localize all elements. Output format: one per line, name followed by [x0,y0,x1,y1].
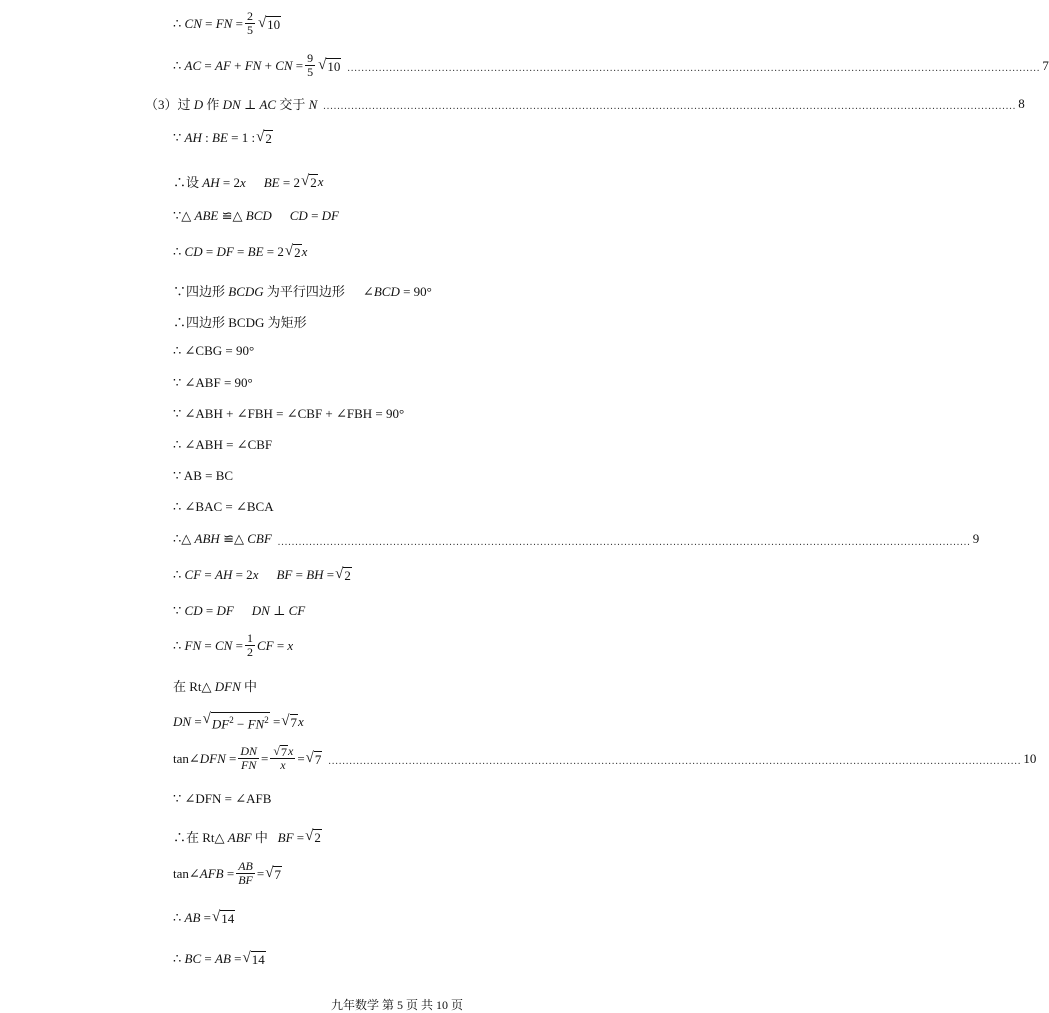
step-cf-bf: ∴ CF = AH = 2x BF = BH = √ 2 [173,566,351,583]
score-mark: 7 [1042,57,1049,73]
step-dn: DN = √ $DF^2 - FN^2$ = √ 7 x [173,711,304,732]
dot-leader: ...................................................................................................................................................................................................... [328,756,1022,767]
step-bc: ∴ BC = AB = √ 14 [173,950,265,967]
step-abf: ∵ ∠ABF = 90° [173,375,253,390]
score-mark: 8 [1018,95,1025,111]
step-tan-afb: tan∠AFB = $\frac{AB}{BF}$ = √ 7 [173,859,281,887]
dot-leader: ...................................................................................................................................................................................................... [277,536,971,548]
step-parallelogram: ∵四边形 BCDG 为平行四边形 ∠BCD = 90° [173,284,432,299]
score-mark: 9 [972,531,980,546]
step-in-dfn: 在 Rt△ DFN 中 [173,679,258,694]
step-cd-df: ∴ CD = DF = BE = 2 √ 2 x [173,243,308,260]
step-in-abf: ∴在 Rt△ ABF 中 BF = √ 2 [173,827,321,845]
step-cbg: ∴ ∠CBG = 90° [173,343,255,358]
dot-leader: ...................................................................................................................................................................................................... [347,63,1041,74]
step-ac: ∴ AC = AF + FN + CN = $\frac{9}{5}$ √ 10 ...................................................................................................................................................................................................... 7 [173,51,1049,79]
step-tan-dfn: tan∠DFN = $\frac{DN}{FN}$ = √ 7 x x = √ 7 ...................................................................................................................................................................................................... 10 [173,744,1037,772]
dot-leader: ...................................................................................................................................................................................................... [323,101,1017,112]
step-cn-fn: ∴ CN = FN = $\frac{2}{5}$ √ 10 [173,9,281,37]
step-ratio: ∵ AH : BE = 1 : √ 2 [173,129,272,146]
page-footer: 九年数学 第 5 页 共 10 页 [330,998,463,1012]
step-dn-perp: ∵ CD = DF DN ⊥ CF [173,603,306,618]
step-congruent-1: ∵△ ABE ≌△ BCD CD = DF [173,208,339,223]
score-mark: 10 [1023,750,1037,766]
step-ab-bc: ∵ AB = BC [173,468,234,483]
step-rectangle: ∴四边形 BCDG 为矩形 [173,315,307,330]
step-fn-cn: ∴ FN = CN = $\frac{1}{2}$ CF = x [173,631,294,659]
step-bac-bca: ∴ ∠BAC = ∠BCA [173,499,274,514]
step-angle-sum: ∵ ∠ABH + ∠FBH = ∠CBF + ∠FBH = 90° [173,406,405,421]
step-ab: ∴ AB = √ 14 [173,909,235,926]
step-let: ∴设 AH = 2x BE = 2 √ 2 x [173,172,324,190]
part-3-heading: （3）过 D 作 DN ⊥ AC 交于 N ...................................................................................................................................................................................................... 8 [145,95,1025,112]
step-congruent-2: ∴△ ABH ≌△ CBF ...................................................................................................................................................................................................... 9 [173,531,980,548]
step-dfn-afb: ∵ ∠DFN = ∠AFB [173,791,272,806]
step-abh-cbf: ∴ ∠ABH = ∠CBF [173,437,273,452]
